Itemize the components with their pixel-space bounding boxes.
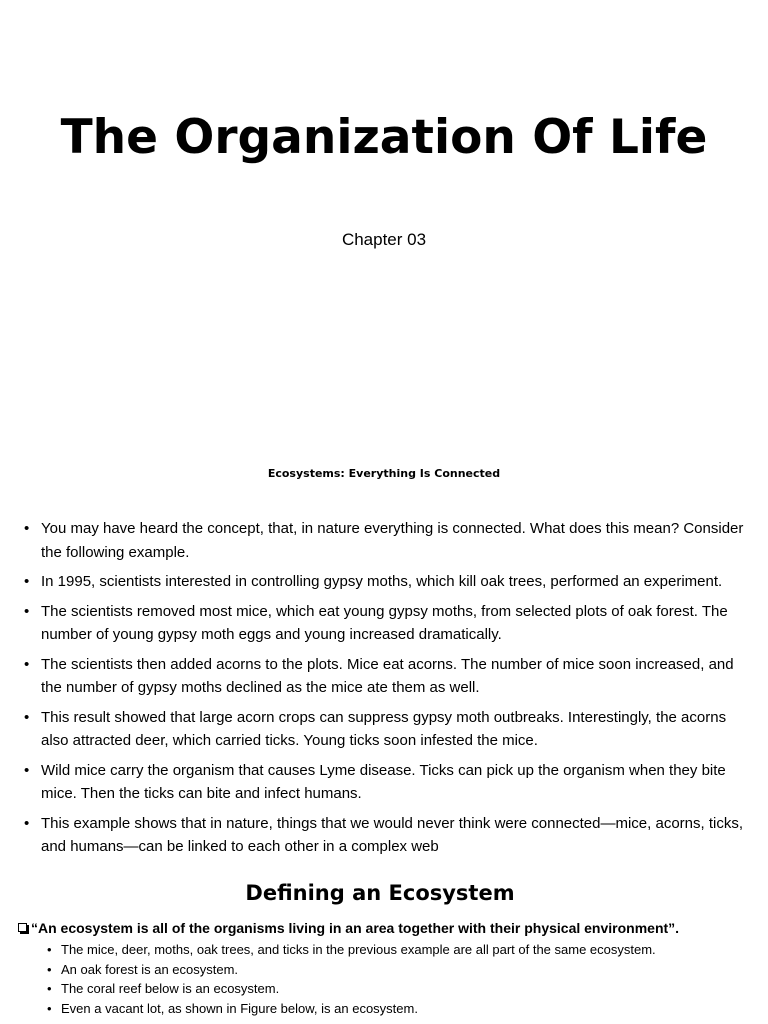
bullet-icon: • (24, 602, 30, 620)
bullet-icon: • (47, 942, 52, 957)
list-item (47, 960, 747, 980)
list-item-text: This example shows that in nature, things that we would never think were connected—mice, acorns, ticks, and humans—can be linked to each other in a complex web (41, 814, 744, 855)
list-item (47, 940, 747, 960)
list-item-text: The coral reef below is an ecosystem. (61, 981, 280, 997)
bullet-icon: • (24, 655, 30, 673)
definition-quote (18, 918, 758, 938)
list-item (24, 653, 748, 700)
bullet-icon: • (47, 961, 52, 977)
bullet-icon: • (47, 1000, 52, 1016)
section-bullet-list (24, 517, 748, 865)
bullet-icon: • (24, 761, 30, 779)
checkbox-bullet-icon (18, 923, 27, 932)
document-subtitle: Chapter 03 (341, 230, 427, 249)
list-item (24, 600, 748, 647)
bullet-icon: • (24, 814, 30, 832)
bullet-icon: • (24, 520, 30, 537)
list-item (24, 706, 748, 753)
list-item-text: The scientists then added acorns to the plots. Mice eat acorns. The number of mice soon increased, and the number of gypsy moths declined as the mice ate them as well. (41, 655, 734, 696)
section-heading: Ecosystems: Everything Is Connected (267, 467, 501, 480)
list-item (24, 812, 748, 859)
list-item-text: You may have heard the concept, that, in nature everything is connected. What does this mean? Consider the following example. (41, 520, 744, 561)
document-title: The Organization Of Life (60, 110, 708, 165)
list-item (24, 759, 748, 806)
list-item-text: This result showed that large acorn crops can suppress gypsy moth outbreaks. Interestingly, the acorns also attracted deer, which carried ticks. Young ticks soon infested the mice. (41, 708, 727, 749)
definition-text: “An ecosystem is all of the organisms living in an area together with their physical environment”. (31, 920, 680, 936)
section-heading: Defining an Ecosystem (245, 881, 515, 905)
list-item-text: In 1995, scientists interested in controlling gypsy moths, which kill oak trees, performed an experiment. (41, 573, 723, 590)
list-item (24, 517, 748, 564)
list-item (24, 570, 748, 594)
list-item-text: Even a vacant lot, as shown in Figure below, is an ecosystem. (61, 1000, 418, 1016)
bullet-icon: • (47, 981, 52, 997)
sub-bullet-list (47, 940, 747, 1018)
list-item-text: Wild mice carry the organism that causes Lyme disease. Ticks can pick up the organism when they bite mice. Then the ticks can bite and infect humans. (41, 761, 726, 802)
bullet-icon: • (24, 573, 30, 590)
list-item-text: An oak forest is an ecosystem. (61, 961, 239, 977)
list-item (47, 999, 747, 1019)
list-item-text: The mice, deer, moths, oak trees, and ticks in the previous example are all part of the same ecosystem. (61, 942, 656, 957)
bullet-icon: • (24, 708, 30, 726)
list-item-text: The scientists removed most mice, which eat young gypsy moths, from selected plots of oak forest. The number of young gypsy moth eggs and young increased dramatically. (41, 602, 728, 643)
list-item (47, 979, 747, 999)
